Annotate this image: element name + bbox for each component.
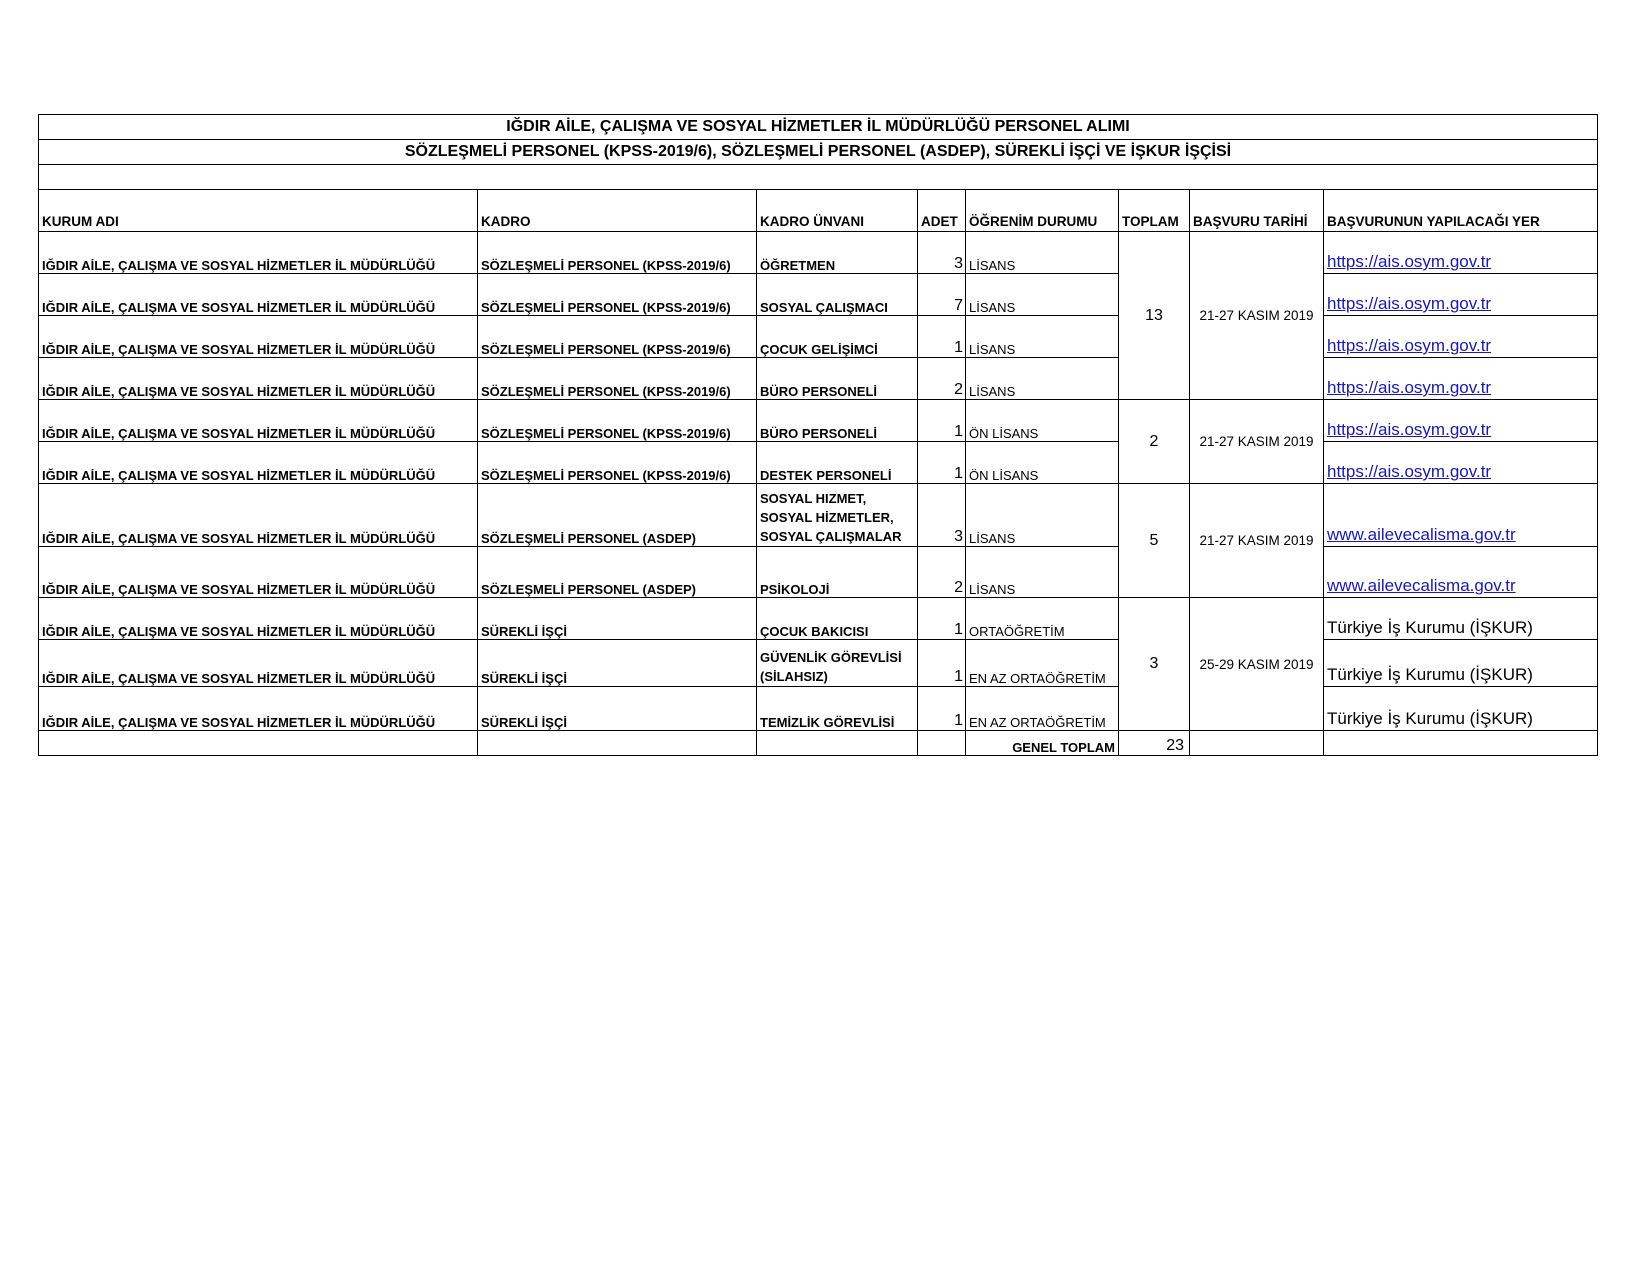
adet-cell: 7 [918, 274, 966, 316]
header-toplam: TOPLAM [1119, 190, 1190, 232]
application-link[interactable]: https://ais.osym.gov.tr [1327, 378, 1492, 397]
header-kadro: KADRO [478, 190, 757, 232]
group-toplam-cell: 13 [1119, 232, 1190, 400]
kadro-cell: SÜREKLİ İŞÇİ [478, 640, 757, 687]
basvuru-yeri-cell: Türkiye İş Kurumu (İŞKUR) [1324, 598, 1598, 640]
unvan-cell: PSİKOLOJİ [757, 547, 918, 598]
table-row [39, 598, 1598, 640]
kurum-cell: IĞDIR AİLE, ÇALIŞMA VE SOSYAL HİZMETLER İL MÜDÜRLÜĞÜ [39, 442, 478, 484]
unvan-cell: BÜRO PERSONELİ [757, 400, 918, 442]
header-ogrenim-durumu: ÖĞRENİM DURUMU [966, 190, 1119, 232]
table-row [39, 316, 1598, 358]
table-row [39, 232, 1598, 274]
genel-toplam-value: 23 [1119, 731, 1190, 756]
kadro-cell: SÜREKLİ İŞÇİ [478, 687, 757, 731]
ogrenim-cell: EN AZ ORTAÖĞRETİM [966, 687, 1119, 731]
basvuru-yeri-cell [1324, 442, 1598, 484]
application-link[interactable]: https://ais.osym.gov.tr [1327, 294, 1492, 313]
basvuru-yeri-cell [1324, 484, 1598, 547]
empty-cell [1190, 731, 1324, 756]
basvuru-yeri-cell [1324, 316, 1598, 358]
header-kadro-unvani: KADRO ÜNVANI [757, 190, 918, 232]
page-subtitle: SÖZLEŞMELİ PERSONEL (KPSS-2019/6), SÖZLEŞMELİ PERSONEL (ASDEP), SÜREKLİ İŞÇİ VE İŞKUR İŞÇİSİ [39, 140, 1598, 165]
page-title: IĞDIR AİLE, ÇALIŞMA VE SOSYAL HİZMETLER İL MÜDÜRLÜĞÜ PERSONEL ALIMI [39, 115, 1598, 140]
empty-cell [39, 731, 478, 756]
personnel-table [38, 114, 1598, 756]
header-basvuru-tarihi: BAŞVURU TARİHİ [1190, 190, 1324, 232]
unvan-cell: TEMİZLİK GÖREVLİSİ [757, 687, 918, 731]
basvuru-yeri-cell: Türkiye İş Kurumu (İŞKUR) [1324, 687, 1598, 731]
kurum-cell: IĞDIR AİLE, ÇALIŞMA VE SOSYAL HİZMETLER İL MÜDÜRLÜĞÜ [39, 640, 478, 687]
adet-cell: 3 [918, 484, 966, 547]
table-row [39, 484, 1598, 547]
kurum-cell: IĞDIR AİLE, ÇALIŞMA VE SOSYAL HİZMETLER İL MÜDÜRLÜĞÜ [39, 484, 478, 547]
adet-cell: 3 [918, 232, 966, 274]
group-tarih-cell: 25-29 KASIM 2019 [1190, 598, 1324, 731]
unvan-cell: DESTEK PERSONELİ [757, 442, 918, 484]
unvan-cell: ÇOCUK GELİŞİMCİ [757, 316, 918, 358]
application-link[interactable]: https://ais.osym.gov.tr [1327, 336, 1492, 355]
kadro-cell: SÖZLEŞMELİ PERSONEL (ASDEP) [478, 547, 757, 598]
kadro-cell: SÖZLEŞMELİ PERSONEL (KPSS-2019/6) [478, 358, 757, 400]
ogrenim-cell: LİSANS [966, 232, 1119, 274]
unvan-cell: ÖĞRETMEN [757, 232, 918, 274]
unvan-cell: BÜRO PERSONELİ [757, 358, 918, 400]
blank-row [39, 165, 1598, 190]
group-tarih-cell: 21-27 KASIM 2019 [1190, 400, 1324, 484]
table-row [39, 400, 1598, 442]
ogrenim-cell: ORTAÖĞRETİM [966, 598, 1119, 640]
ogrenim-cell: EN AZ ORTAÖĞRETİM [966, 640, 1119, 687]
adet-cell: 1 [918, 316, 966, 358]
application-link[interactable]: www.ailevecalisma.gov.tr [1327, 576, 1516, 595]
kurum-cell: IĞDIR AİLE, ÇALIŞMA VE SOSYAL HİZMETLER İL MÜDÜRLÜĞÜ [39, 358, 478, 400]
adet-cell: 1 [918, 598, 966, 640]
kadro-cell: SÖZLEŞMELİ PERSONEL (ASDEP) [478, 484, 757, 547]
genel-toplam-label: GENEL TOPLAM [966, 731, 1119, 756]
group-tarih-cell: 21-27 KASIM 2019 [1190, 232, 1324, 400]
application-link[interactable]: https://ais.osym.gov.tr [1327, 252, 1492, 271]
ogrenim-cell: LİSANS [966, 484, 1119, 547]
empty-cell [918, 731, 966, 756]
adet-cell: 1 [918, 687, 966, 731]
kadro-cell: SÖZLEŞMELİ PERSONEL (KPSS-2019/6) [478, 316, 757, 358]
empty-cell [478, 731, 757, 756]
kurum-cell: IĞDIR AİLE, ÇALIŞMA VE SOSYAL HİZMETLER İL MÜDÜRLÜĞÜ [39, 547, 478, 598]
unvan-cell: SOSYAL HIZMET, SOSYAL HİZMETLER, SOSYAL ÇALIŞMALAR [757, 484, 918, 547]
basvuru-yeri-cell [1324, 274, 1598, 316]
ogrenim-cell: ÖN LİSANS [966, 400, 1119, 442]
header-row [39, 190, 1598, 232]
kurum-cell: IĞDIR AİLE, ÇALIŞMA VE SOSYAL HİZMETLER İL MÜDÜRLÜĞÜ [39, 400, 478, 442]
ogrenim-cell: LİSANS [966, 316, 1119, 358]
kurum-cell: IĞDIR AİLE, ÇALIŞMA VE SOSYAL HİZMETLER İL MÜDÜRLÜĞÜ [39, 316, 478, 358]
kurum-cell: IĞDIR AİLE, ÇALIŞMA VE SOSYAL HİZMETLER İL MÜDÜRLÜĞÜ [39, 598, 478, 640]
kurum-cell: IĞDIR AİLE, ÇALIŞMA VE SOSYAL HİZMETLER İL MÜDÜRLÜĞÜ [39, 687, 478, 731]
basvuru-yeri-cell [1324, 547, 1598, 598]
adet-cell: 1 [918, 442, 966, 484]
table-row [39, 442, 1598, 484]
application-link[interactable]: https://ais.osym.gov.tr [1327, 420, 1492, 439]
adet-cell: 2 [918, 547, 966, 598]
header-basvuru-yeri: BAŞVURUNUN YAPILACAĞI YER [1324, 190, 1598, 232]
empty-cell [757, 731, 918, 756]
application-link[interactable]: https://ais.osym.gov.tr [1327, 462, 1492, 481]
basvuru-yeri-cell [1324, 358, 1598, 400]
unvan-cell: GÜVENLİK GÖREVLİSİ (SİLAHSIZ) [757, 640, 918, 687]
basvuru-yeri-cell: Türkiye İş Kurumu (İŞKUR) [1324, 640, 1598, 687]
basvuru-yeri-cell [1324, 400, 1598, 442]
kadro-cell: SÖZLEŞMELİ PERSONEL (KPSS-2019/6) [478, 442, 757, 484]
kadro-cell: SÖZLEŞMELİ PERSONEL (KPSS-2019/6) [478, 400, 757, 442]
ogrenim-cell: LİSANS [966, 358, 1119, 400]
table-row [39, 274, 1598, 316]
table-row [39, 547, 1598, 598]
application-link[interactable]: www.ailevecalisma.gov.tr [1327, 525, 1516, 544]
ogrenim-cell: ÖN LİSANS [966, 442, 1119, 484]
kadro-cell: SÖZLEŞMELİ PERSONEL (KPSS-2019/6) [478, 232, 757, 274]
group-toplam-cell: 2 [1119, 400, 1190, 484]
ogrenim-cell: LİSANS [966, 274, 1119, 316]
kurum-cell: IĞDIR AİLE, ÇALIŞMA VE SOSYAL HİZMETLER İL MÜDÜRLÜĞÜ [39, 232, 478, 274]
basvuru-yeri-cell [1324, 232, 1598, 274]
group-toplam-cell: 3 [1119, 598, 1190, 731]
empty-cell [1324, 731, 1598, 756]
kadro-cell: SÖZLEŞMELİ PERSONEL (KPSS-2019/6) [478, 274, 757, 316]
kadro-cell: SÜREKLİ İŞÇİ [478, 598, 757, 640]
adet-cell: 1 [918, 400, 966, 442]
unvan-cell: ÇOCUK BAKICISI [757, 598, 918, 640]
adet-cell: 1 [918, 640, 966, 687]
kurum-cell: IĞDIR AİLE, ÇALIŞMA VE SOSYAL HİZMETLER İL MÜDÜRLÜĞÜ [39, 274, 478, 316]
total-row [39, 731, 1598, 756]
header-adet: ADET [918, 190, 966, 232]
ogrenim-cell: LİSANS [966, 547, 1119, 598]
table-row [39, 640, 1598, 687]
group-toplam-cell: 5 [1119, 484, 1190, 598]
unvan-cell: SOSYAL ÇALIŞMACI [757, 274, 918, 316]
adet-cell: 2 [918, 358, 966, 400]
table-row [39, 687, 1598, 731]
group-tarih-cell: 21-27 KASIM 2019 [1190, 484, 1324, 598]
header-kurum-adi: KURUM ADI [39, 190, 478, 232]
table-row [39, 358, 1598, 400]
